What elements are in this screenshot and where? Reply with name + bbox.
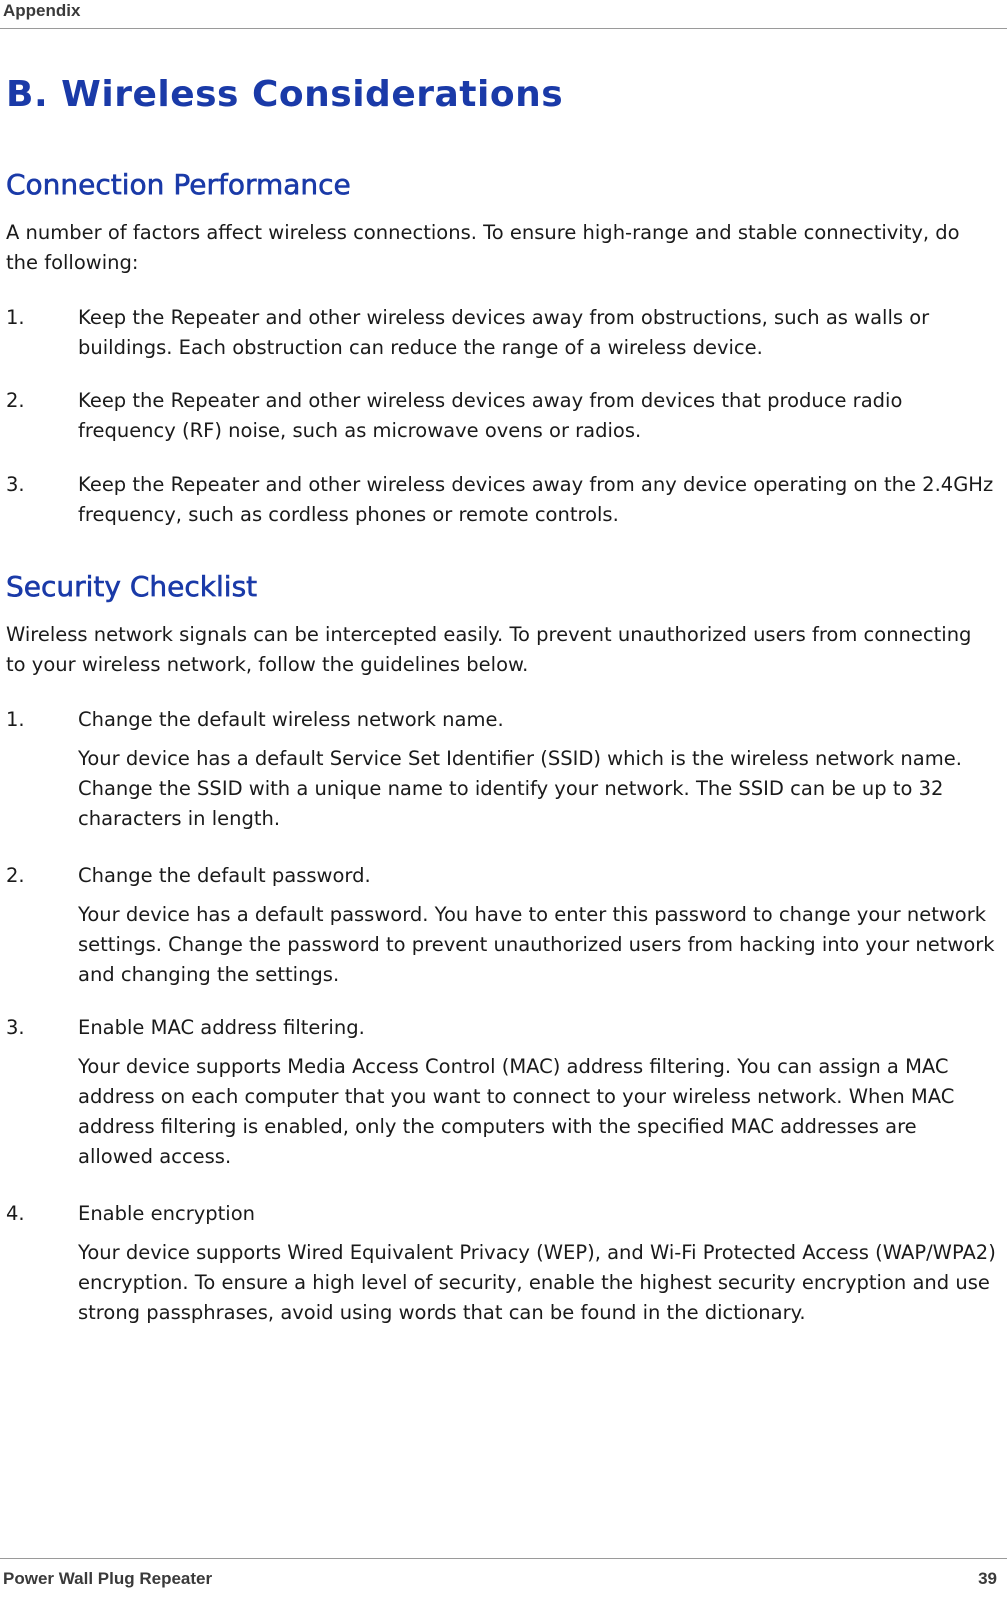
list-item-title: Change the default password.: [78, 864, 371, 887]
security-list-item: [6, 1199, 996, 1328]
list-item-text: Keep the Repeater and other wireless devices away from obstructions, such as walls or buildings. Each obstruction can reduce the range of a wireless device.: [78, 306, 930, 359]
header-section-label: Appendix: [3, 1, 81, 20]
list-item-number: 2.: [6, 389, 25, 412]
security-heading: Security Checklist: [6, 570, 258, 603]
list-item-text: Keep the Repeater and other wireless devices away from any device operating on the 2.4GHz frequency, such as cordless phones or remote controls.: [78, 473, 994, 526]
connection-list-item: [6, 386, 996, 446]
connection-list-item: [6, 303, 996, 363]
page-number: 39: [978, 1569, 997, 1588]
list-item-title: Enable encryption: [78, 1202, 255, 1225]
footer-product-name: Power Wall Plug Repeater: [3, 1569, 213, 1588]
connection-list-item: [6, 470, 996, 530]
security-list-item: [6, 861, 996, 990]
list-item-number: 4.: [6, 1202, 25, 1225]
list-item-description: Your device supports Wired Equivalent Privacy (WEP), and Wi-Fi Protected Access (WAP/WPA2) encryption. To ensure a high level of security, enable the highest security encryption and use strong passphrases, avoid using words that can be found in the dictionary.: [78, 1241, 996, 1324]
list-item-number: 3.: [6, 473, 25, 496]
chapter-title: B. Wireless Considerations: [6, 74, 564, 115]
running-header: [0, 0, 1007, 29]
list-item-number: 3.: [6, 1016, 25, 1039]
list-item-title: Enable MAC address filtering.: [78, 1016, 365, 1039]
list-item-number: 1.: [6, 306, 25, 329]
list-item-number: 2.: [6, 864, 25, 887]
security-list-item: [6, 1013, 996, 1172]
connection-intro: A number of factors affect wireless connections. To ensure high-range and stable connectivity, do the following:: [6, 221, 960, 274]
security-list-item: [6, 705, 996, 834]
list-item-title: Change the default wireless network name.: [78, 708, 504, 731]
security-intro: Wireless network signals can be intercepted easily. To prevent unauthorized users from connecting to your wireless network, follow the guidelines below.: [6, 623, 972, 676]
running-footer: [0, 1558, 1007, 1598]
connection-heading: Connection Performance: [6, 168, 351, 201]
list-item-text: Keep the Repeater and other wireless devices away from devices that produce radio frequency (RF) noise, such as microwave ovens or radios.: [78, 389, 903, 442]
list-item-description: Your device has a default password. You have to enter this password to change your network settings. Change the password to prevent unauthorized users from hacking into your network and changing the settings.: [78, 903, 995, 986]
list-item-description: Your device has a default Service Set Identifier (SSID) which is the wireless network name. Change the SSID with a unique name to identify your network. The SSID can be up to 32 characters in length.: [78, 747, 962, 830]
list-item-description: Your device supports Media Access Control (MAC) address filtering. You can assign a MAC address on each computer that you want to connect to your wireless network. When MAC address filtering is enabled, only the computers with the specified MAC addresses are allowed access.: [78, 1055, 955, 1168]
list-item-number: 1.: [6, 708, 25, 731]
